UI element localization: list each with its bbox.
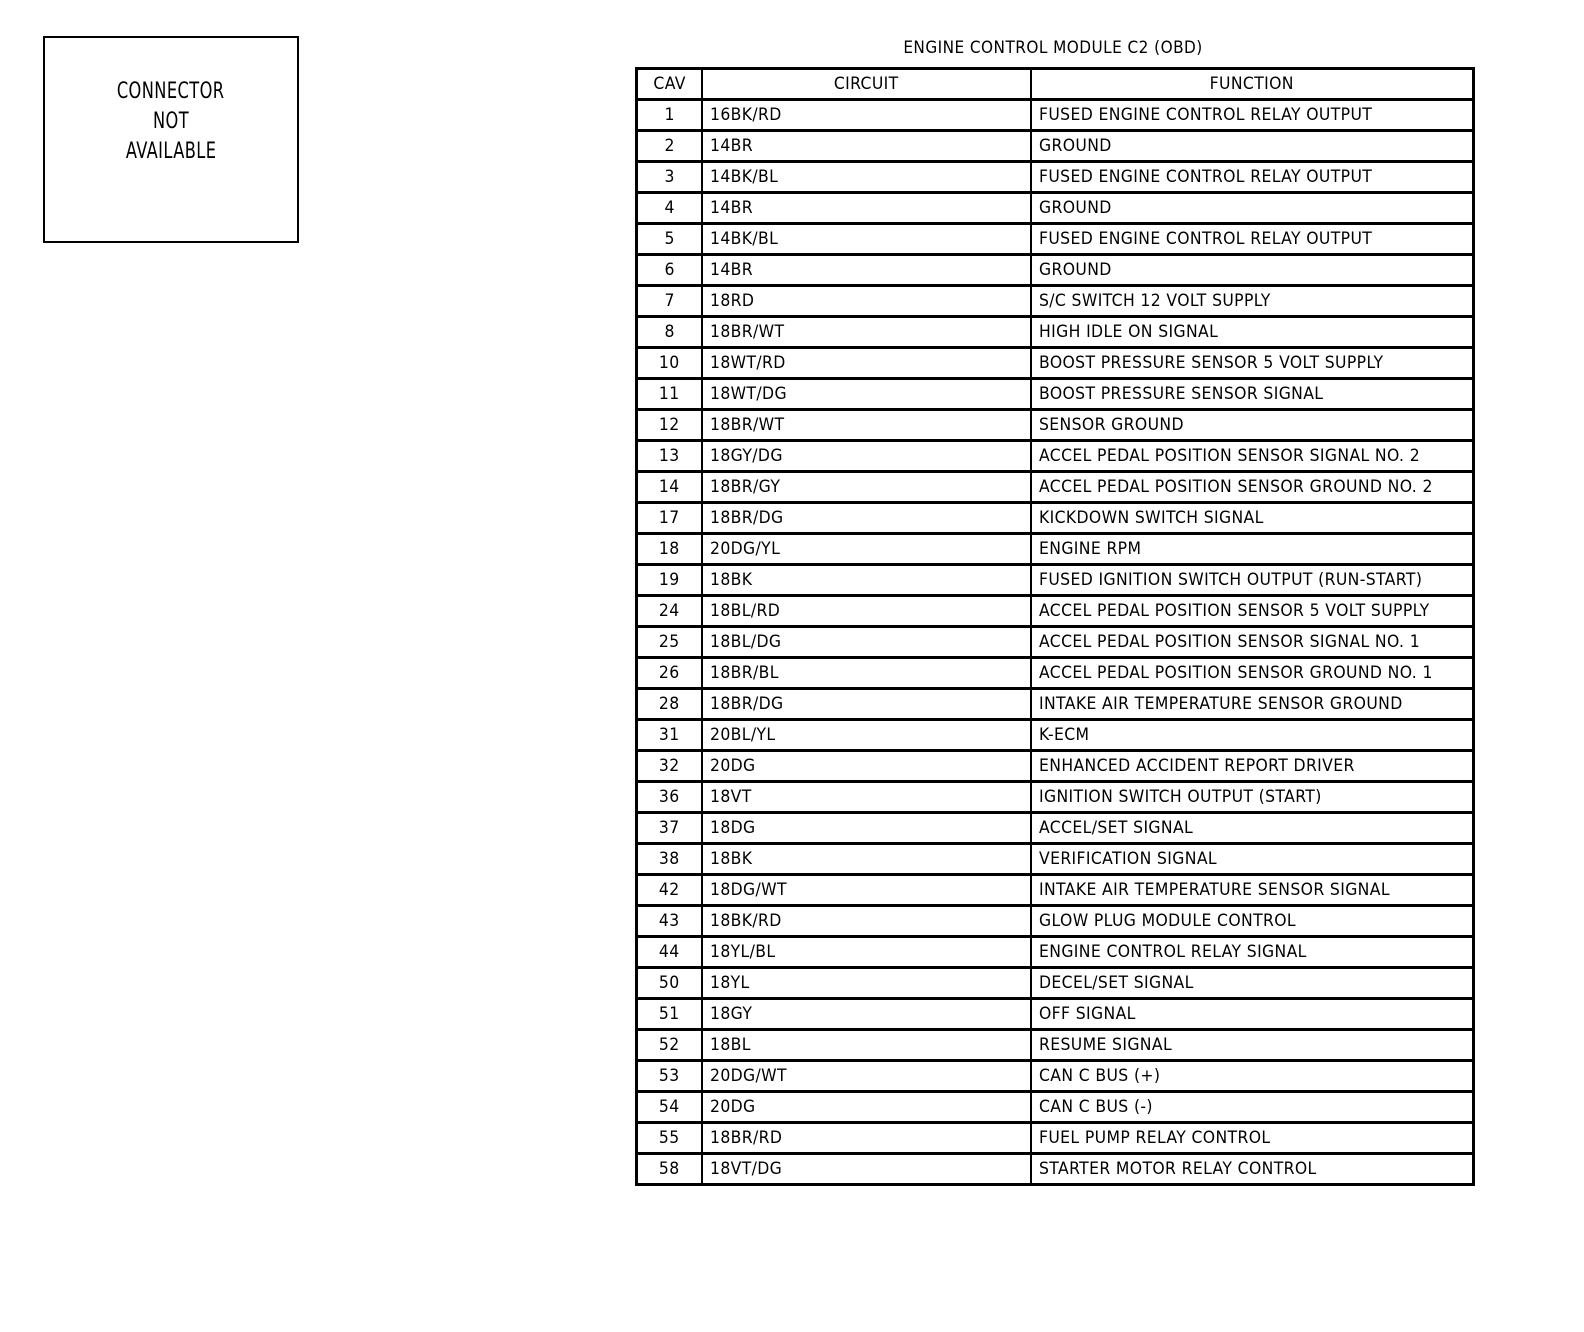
cav-cell: 4 (637, 193, 702, 224)
function-cell: FUSED ENGINE CONTROL RELAY OUTPUT (1031, 224, 1474, 255)
function-cell: FUEL PUMP RELAY CONTROL (1031, 1123, 1474, 1154)
cav-cell: 53 (637, 1061, 702, 1092)
function-cell: HIGH IDLE ON SIGNAL (1031, 317, 1474, 348)
connector-note-line-3: AVAILABLE (125, 138, 217, 164)
table-row (637, 968, 1474, 999)
circuit-cell: 14BR (702, 193, 1031, 224)
table-row (637, 751, 1474, 782)
cav-cell: 24 (637, 596, 702, 627)
circuit-cell: 14BK/BL (702, 224, 1031, 255)
cav-cell: 26 (637, 658, 702, 689)
table-row (637, 162, 1474, 193)
table-row (637, 596, 1474, 627)
cav-cell: 43 (637, 906, 702, 937)
table-body (637, 100, 1474, 1185)
function-cell: FUSED ENGINE CONTROL RELAY OUTPUT (1031, 162, 1474, 193)
cav-cell: 44 (637, 937, 702, 968)
function-cell: ACCEL/SET SIGNAL (1031, 813, 1474, 844)
function-cell: GROUND (1031, 193, 1474, 224)
circuit-cell: 18VT/DG (702, 1154, 1031, 1185)
table-row (637, 193, 1474, 224)
cav-cell: 19 (637, 565, 702, 596)
table-row (637, 1092, 1474, 1123)
table-row (637, 441, 1474, 472)
circuit-cell: 18BR/WT (702, 410, 1031, 441)
cav-cell: 13 (637, 441, 702, 472)
circuit-cell: 20DG/WT (702, 1061, 1031, 1092)
cav-cell: 12 (637, 410, 702, 441)
circuit-cell: 18BL/DG (702, 627, 1031, 658)
circuit-cell: 18YL (702, 968, 1031, 999)
function-cell: ACCEL PEDAL POSITION SENSOR GROUND NO. 2 (1031, 472, 1474, 503)
circuit-cell: 18WT/RD (702, 348, 1031, 379)
function-cell: GROUND (1031, 131, 1474, 162)
table-row (637, 999, 1474, 1030)
circuit-cell: 18BR/WT (702, 317, 1031, 348)
table-row (637, 844, 1474, 875)
function-cell: ENGINE RPM (1031, 534, 1474, 565)
circuit-cell: 18BL/RD (702, 596, 1031, 627)
connector-note-line-2: NOT (152, 108, 190, 134)
cav-cell: 10 (637, 348, 702, 379)
cav-cell: 51 (637, 999, 702, 1030)
circuit-cell: 18BL (702, 1030, 1031, 1061)
circuit-cell: 18DG (702, 813, 1031, 844)
table-row (637, 937, 1474, 968)
cav-cell: 1 (637, 100, 702, 131)
circuit-cell: 14BR (702, 131, 1031, 162)
table-row (637, 720, 1474, 751)
column-header-cav: CAV (637, 69, 702, 100)
table-row (637, 782, 1474, 813)
cav-cell: 11 (637, 379, 702, 410)
table-row (637, 224, 1474, 255)
column-header-circuit: CIRCUIT (702, 69, 1031, 100)
table-row (637, 1061, 1474, 1092)
cav-cell: 25 (637, 627, 702, 658)
cav-cell: 7 (637, 286, 702, 317)
circuit-cell: 18BK (702, 844, 1031, 875)
table-row (637, 317, 1474, 348)
table-row (637, 131, 1474, 162)
circuit-cell: 18GY/DG (702, 441, 1031, 472)
connector-not-available-box (43, 36, 299, 243)
function-cell: BOOST PRESSURE SENSOR 5 VOLT SUPPLY (1031, 348, 1474, 379)
function-cell: ENGINE CONTROL RELAY SIGNAL (1031, 937, 1474, 968)
table-row (637, 379, 1474, 410)
function-cell: FUSED IGNITION SWITCH OUTPUT (RUN-START) (1031, 565, 1474, 596)
cav-cell: 5 (637, 224, 702, 255)
function-cell: VERIFICATION SIGNAL (1031, 844, 1474, 875)
circuit-cell: 18BR/GY (702, 472, 1031, 503)
circuit-cell: 20DG (702, 1092, 1031, 1123)
cav-cell: 50 (637, 968, 702, 999)
function-cell: GROUND (1031, 255, 1474, 286)
circuit-cell: 18YL/BL (702, 937, 1031, 968)
circuit-cell: 18BK/RD (702, 906, 1031, 937)
cav-cell: 42 (637, 875, 702, 906)
cav-cell: 18 (637, 534, 702, 565)
cav-cell: 6 (637, 255, 702, 286)
cav-cell: 8 (637, 317, 702, 348)
circuit-cell: 18BR/RD (702, 1123, 1031, 1154)
function-cell: ACCEL PEDAL POSITION SENSOR SIGNAL NO. 1 (1031, 627, 1474, 658)
table-row (637, 255, 1474, 286)
cav-cell: 55 (637, 1123, 702, 1154)
cav-cell: 17 (637, 503, 702, 534)
table-row (637, 1030, 1474, 1061)
circuit-cell: 16BK/RD (702, 100, 1031, 131)
function-cell: INTAKE AIR TEMPERATURE SENSOR SIGNAL (1031, 875, 1474, 906)
function-cell: S/C SWITCH 12 VOLT SUPPLY (1031, 286, 1474, 317)
connector-pinout-table (635, 67, 1475, 1186)
table-row (637, 875, 1474, 906)
table-row (637, 1123, 1474, 1154)
function-cell: CAN C BUS (-) (1031, 1092, 1474, 1123)
table-row (637, 689, 1474, 720)
function-cell: BOOST PRESSURE SENSOR SIGNAL (1031, 379, 1474, 410)
table-row (637, 906, 1474, 937)
function-cell: K-ECM (1031, 720, 1474, 751)
function-cell: DECEL/SET SIGNAL (1031, 968, 1474, 999)
connector-note-line-1: CONNECTOR (117, 78, 225, 104)
table-row (637, 658, 1474, 689)
cav-cell: 58 (637, 1154, 702, 1185)
cav-cell: 37 (637, 813, 702, 844)
cav-cell: 3 (637, 162, 702, 193)
function-cell: GLOW PLUG MODULE CONTROL (1031, 906, 1474, 937)
circuit-cell: 18DG/WT (702, 875, 1031, 906)
function-cell: RESUME SIGNAL (1031, 1030, 1474, 1061)
circuit-cell: 18GY (702, 999, 1031, 1030)
circuit-cell: 18WT/DG (702, 379, 1031, 410)
circuit-cell: 18BK (702, 565, 1031, 596)
column-header-function: FUNCTION (1031, 69, 1474, 100)
table-row (637, 472, 1474, 503)
circuit-cell: 20DG (702, 751, 1031, 782)
circuit-cell: 18VT (702, 782, 1031, 813)
circuit-cell: 20BL/YL (702, 720, 1031, 751)
cav-cell: 14 (637, 472, 702, 503)
table-row (637, 534, 1474, 565)
table-row (637, 813, 1474, 844)
table-header-row (637, 69, 1474, 100)
cav-cell: 32 (637, 751, 702, 782)
circuit-cell: 18BR/BL (702, 658, 1031, 689)
circuit-cell: 18BR/DG (702, 689, 1031, 720)
circuit-cell: 14BK/BL (702, 162, 1031, 193)
function-cell: OFF SIGNAL (1031, 999, 1474, 1030)
table-row (637, 286, 1474, 317)
circuit-cell: 20DG/YL (702, 534, 1031, 565)
function-cell: FUSED ENGINE CONTROL RELAY OUTPUT (1031, 100, 1474, 131)
table-row (637, 100, 1474, 131)
cav-cell: 28 (637, 689, 702, 720)
cav-cell: 31 (637, 720, 702, 751)
table-row (637, 1154, 1474, 1185)
function-cell: ENHANCED ACCIDENT REPORT DRIVER (1031, 751, 1474, 782)
cav-cell: 54 (637, 1092, 702, 1123)
circuit-cell: 14BR (702, 255, 1031, 286)
function-cell: INTAKE AIR TEMPERATURE SENSOR GROUND (1031, 689, 1474, 720)
circuit-cell: 18BR/DG (702, 503, 1031, 534)
function-cell: STARTER MOTOR RELAY CONTROL (1031, 1154, 1474, 1185)
function-cell: KICKDOWN SWITCH SIGNAL (1031, 503, 1474, 534)
function-cell: ACCEL PEDAL POSITION SENSOR GROUND NO. 1 (1031, 658, 1474, 689)
table-title: ENGINE CONTROL MODULE C2 (OBD) (903, 38, 1203, 58)
cav-cell: 52 (637, 1030, 702, 1061)
table-row (637, 565, 1474, 596)
table-row (637, 410, 1474, 441)
cav-cell: 2 (637, 131, 702, 162)
circuit-cell: 18RD (702, 286, 1031, 317)
function-cell: SENSOR GROUND (1031, 410, 1474, 441)
function-cell: CAN C BUS (+) (1031, 1061, 1474, 1092)
cav-cell: 38 (637, 844, 702, 875)
function-cell: ACCEL PEDAL POSITION SENSOR 5 VOLT SUPPLY (1031, 596, 1474, 627)
cav-cell: 36 (637, 782, 702, 813)
table-row (637, 627, 1474, 658)
function-cell: IGNITION SWITCH OUTPUT (START) (1031, 782, 1474, 813)
table-row (637, 503, 1474, 534)
function-cell: ACCEL PEDAL POSITION SENSOR SIGNAL NO. 2 (1031, 441, 1474, 472)
table-row (637, 348, 1474, 379)
